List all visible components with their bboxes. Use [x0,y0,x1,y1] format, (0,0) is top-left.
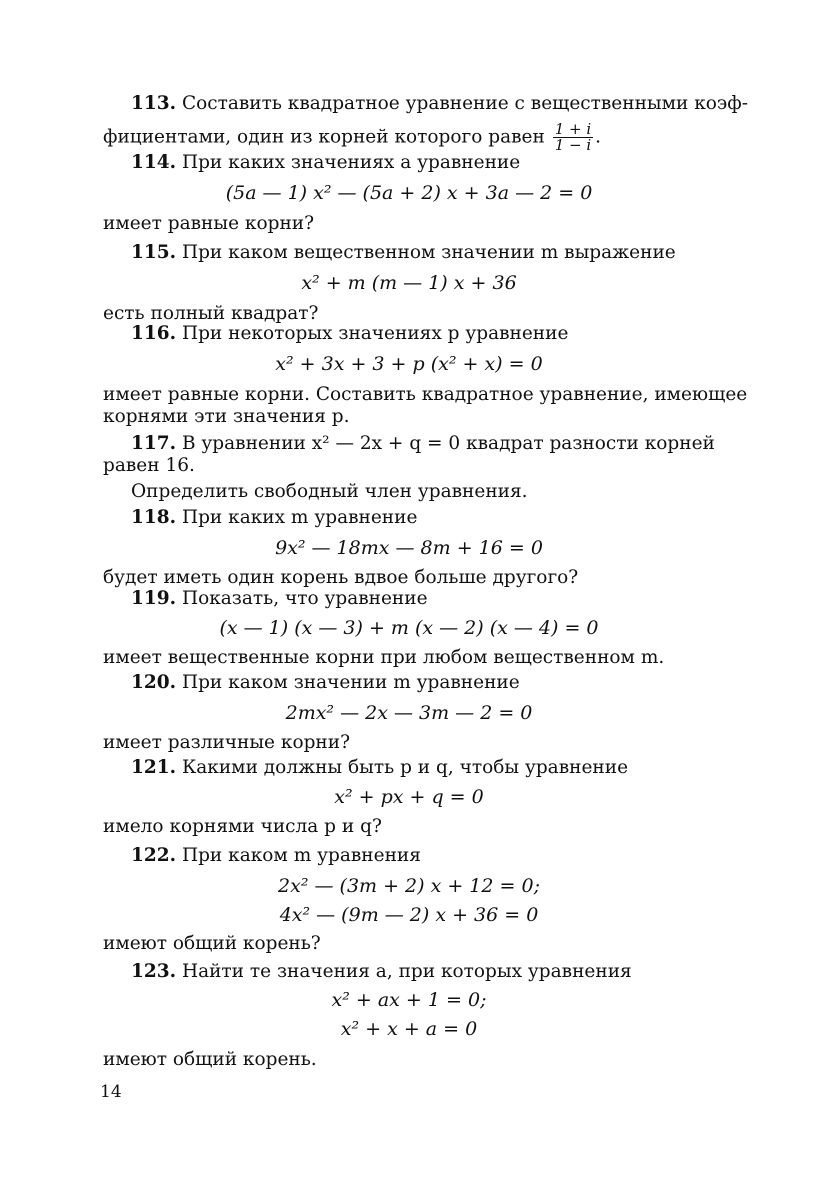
fraction-numerator: 1 + i [554,120,592,138]
problem-113-line2 [103,122,715,153]
problem-121-line1 [131,756,743,780]
problem-119-text: Показать, что уравнение [176,588,428,609]
problem-116-after-1: имеет равные корни. Составить квадратное уравнение, имеющее [103,384,748,405]
problem-113-number: 113. [131,93,177,114]
problem-123-line1 [131,960,743,984]
problem-115-after: есть полный квадрат? [103,303,319,324]
period: . [595,126,602,148]
problem-123-equation-1: x² + ax + 1 = 0; [331,989,487,1011]
problem-120-text: При каком значении m уравнение [176,672,520,693]
problem-117-line1 [131,432,743,456]
problem-120-line1 [131,671,743,695]
problem-116-after-2: корнями эти значения p. [103,406,350,427]
problem-122-line1 [131,844,743,868]
problem-119-line1 [131,587,743,611]
problem-122-equation-2: 4x² — (9m — 2) x + 36 = 0 [279,904,539,926]
problem-115-line1 [131,241,743,265]
problem-123-number: 123. [131,961,177,982]
problem-116-text: При некоторых значениях p уравнение [176,323,569,344]
page-number: 14 [100,1082,122,1102]
problem-118-after: будет иметь один корень вдвое больше другого? [103,567,579,588]
problem-120-after: имеет различные корни? [103,732,351,753]
problem-123-after: имеют общий корень. [103,1049,317,1070]
problem-118-number: 118. [131,507,177,528]
fraction-denominator: 1 − i [554,136,592,154]
problem-122-text: При каком m уравнения [176,845,421,866]
problem-123-equation-2: x² + x + a = 0 [340,1018,478,1040]
problem-122-after: имеют общий корень? [103,933,321,954]
problem-115-number: 115. [131,242,177,263]
problem-122-number: 122. [131,845,177,866]
fraction [553,122,593,153]
problem-113-line1 [131,92,749,116]
problem-118-equation: 9x² — 18mx — 8m + 16 = 0 [275,537,543,559]
problem-119-number: 119. [131,588,177,609]
problem-114-text: При каких значениях a уравнение [176,152,521,173]
problem-115-expression: x² + m (m — 1) x + 36 [301,272,517,294]
problem-117-text: В уравнении x² — 2x + q = 0 квадрат разности корней [176,433,715,454]
problem-121-text: Какими должны быть p и q, чтобы уравнение [176,757,629,778]
problem-121-equation: x² + px + q = 0 [334,786,484,808]
problem-117-number: 117. [131,433,177,454]
problem-121-number: 121. [131,757,177,778]
problem-114-line1 [131,151,743,175]
problem-113-text-2: фициентами, один из корней которого равен [103,126,545,148]
problem-121-after: имело корнями числа p и q? [103,816,382,837]
problem-116-number: 116. [131,323,177,344]
problem-118-line1 [131,506,743,530]
problem-117-line3: Определить свободный член уравнения. [131,481,528,502]
problem-114-number: 114. [131,152,177,173]
problem-119-equation: (x — 1) (x — 3) + m (x — 2) (x — 4) = 0 [219,617,599,639]
problem-123-text: Найти те значения a, при которых уравнения [176,961,632,982]
problem-116-equation: x² + 3x + 3 + p (x² + x) = 0 [275,353,543,375]
problem-117-line2: равен 16. [103,455,195,476]
problem-120-number: 120. [131,672,177,693]
problem-122-equation-1: 2x² — (3m + 2) x + 12 = 0; [278,875,540,897]
problem-116-line1 [131,322,743,346]
problem-114-equation: (5a — 1) x² — (5a + 2) x + 3a — 2 = 0 [225,182,593,204]
problem-113-text: Составить квадратное уравнение с вещественными коэф- [176,93,749,114]
problem-114-after: имеет равные корни? [103,213,315,234]
problem-119-after: имеет вещественные корни при любом вещественном m. [103,647,665,668]
problem-118-text: При каких m уравнение [176,507,418,528]
problem-115-text: При каком вещественном значении m выражение [176,242,676,263]
problem-120-equation: 2mx² — 2x — 3m — 2 = 0 [285,702,533,724]
